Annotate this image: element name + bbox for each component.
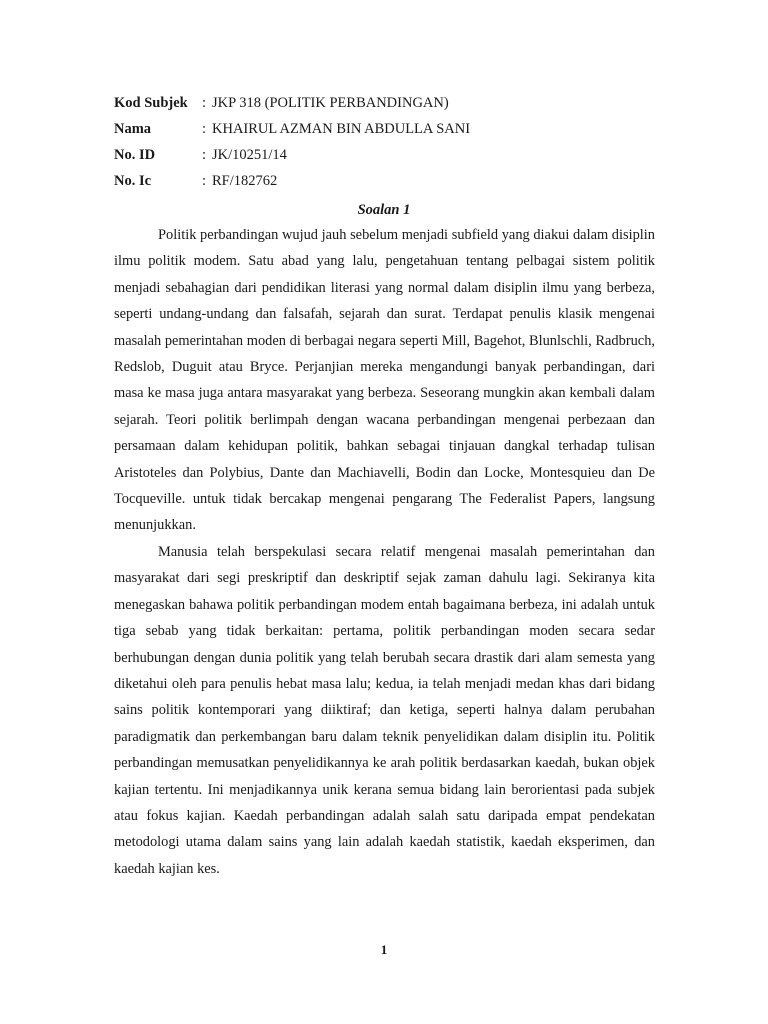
subject-code-label: Kod Subjek (114, 95, 188, 111)
subject-code-separator: : (202, 95, 207, 111)
id-value: JK/10251/14 (212, 147, 287, 163)
id-separator: : (202, 147, 207, 163)
ic-separator: : (202, 173, 207, 189)
id-label: No. ID (114, 147, 156, 163)
ic-value: RF/182762 (212, 173, 278, 189)
name-separator: : (202, 121, 207, 137)
section-title: Soalan 1 (357, 202, 411, 218)
name-label: Nama (114, 121, 152, 137)
ic-label: No. Ic (114, 173, 152, 189)
page-number: 1 (380, 942, 388, 957)
body-text (114, 222, 655, 882)
name-value: KHAIRUL AZMAN BIN ABDULLA SANI (212, 121, 471, 137)
header-row-ic (114, 168, 674, 194)
document-header (114, 90, 674, 194)
header-row-id (114, 142, 674, 168)
header-row-subject-code (114, 90, 674, 116)
header-row-name (114, 116, 674, 142)
paragraph-1: Politik perbandingan wujud jauh sebelum menjadi subfield yang diakui dalam disiplin ilmu politik modem. Satu abad yang lalu, pengetahuan tentang pelbagai sistem politik menjadi sebahagian dari pendidikan literasi yang normal dalam disiplin ilmu yang berbeza, seperti undang-undang dan falsafah, sejarah dan surat. Terdapat penulis klasik mengenai masalah pemerintahan moden di berbagai negara seperti Mill, Bagehot, Blunlschli, Radbruch, Redslob, Duguit atau Bryce. Perjanjian mereka mengandungi banyak perbandingan, dari masa ke masa juga antara masyarakat yang berbeza. Seseorang mungkin akan kembali dalam sejarah. Teori politik berlimpah dengan wacana perbandingan mengenai perbezaan dan persamaan dalam kehidupan politik, bahkan sebagai tinjauan dangkal terhadap tulisan Aristoteles dan Polybius, Dante dan Machiavelli, Bodin dan Locke, Montesquieu dan De Tocqueville. untuk tidak bercakap mengenai pengarang The Federalist Papers, langsung menunjukkan. (114, 227, 655, 534)
subject-code-value: JKP 318 (POLITIK PERBANDINGAN) (212, 95, 449, 111)
paragraph-2: Manusia telah berspekulasi secara relatif mengenai masalah pemerintahan dan masyarakat dari segi preskriptif dan deskriptif sejak zaman dahulu lagi. Sekiranya kita menegaskan bahawa politik perbandingan modem entah bagaimana berbeza, ini adalah untuk tiga sebab yang tidak berkaitan: pertama, politik perbandingan moden secara sedar berhubungan dengan dunia politik yang telah berubah secara drastik dari alam semesta yang diketahui oleh para penulis hebat masa lalu; kedua, ia telah menjadi medan khas dari bidang sains politik kontemporari yang diiktiraf; dan ketiga, seperti halnya dalam perubahan paradigmatik dan perkembangan baru dalam teknik penyelidikan dalam disiplin itu. Politik perbandingan memusatkan penyelidikannya ke arah politik berdasarkan kaedah, bukan objek kajian tertentu. Ini menjadikannya unik kerana semua bidang lain berorientasi pada subjek atau fokus kajian. Kaedah perbandingan adalah salah satu daripada empat pendekatan metodologi utama dalam sains yang lain adalah kaedah statistik, kaedah eksperimen, dan kaedah kajian kes. (114, 543, 655, 877)
